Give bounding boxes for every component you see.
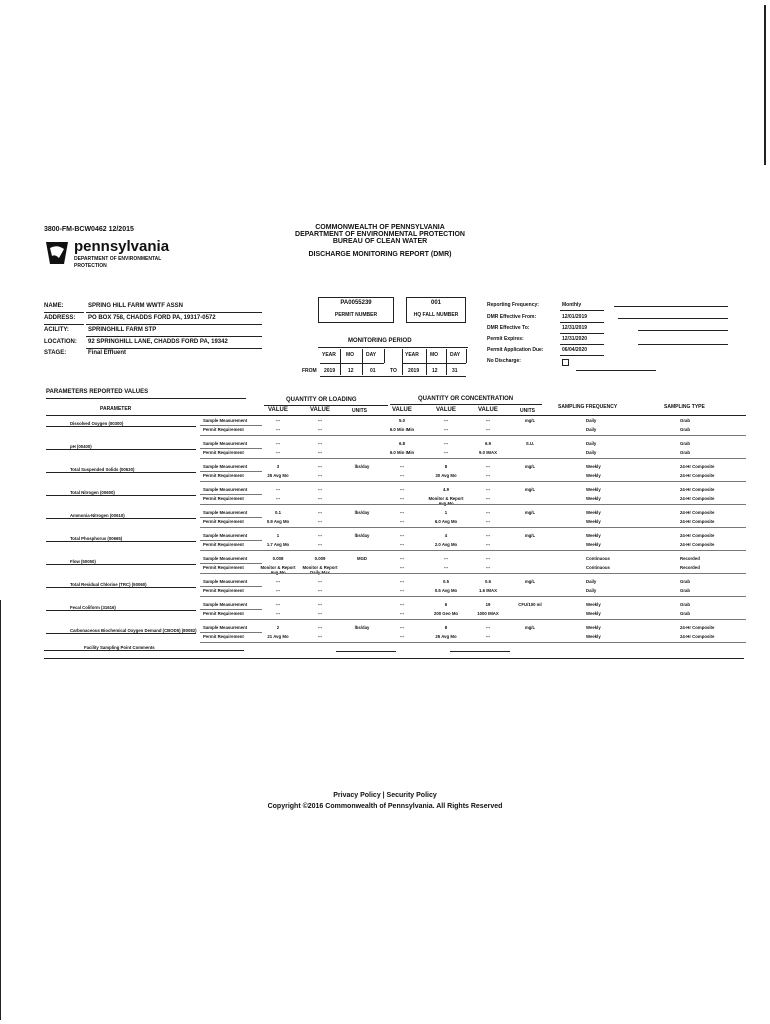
requirement-cell: --- <box>399 634 405 639</box>
reporting-label-no-discharge: No Discharge: <box>487 358 521 364</box>
to-year-head: YEAR <box>405 352 419 358</box>
requirement-cell: 0.9 Avg Mo <box>266 519 290 524</box>
requirement-cell: 9.0 IMAX <box>479 450 497 455</box>
measurement-cell: MGD <box>356 556 368 561</box>
requirement-cell: --- <box>317 450 323 455</box>
to-label: TO <box>390 368 397 374</box>
permit-number: PA0055239 <box>340 300 372 306</box>
measurement-cell: --- <box>399 533 405 538</box>
reporting-label-frequency: Reporting Frequency: <box>487 302 539 308</box>
measurement-cell: 4.9 <box>443 487 449 492</box>
requirement-cell: 1.7 Avg Mo <box>266 542 290 547</box>
requirement-cell: --- <box>317 496 323 501</box>
measurement-cell: mg/L <box>524 487 536 492</box>
measurement-cell: 0.5 <box>443 579 449 584</box>
requirement-cell: --- <box>399 542 405 547</box>
facility-label-name: NAME: <box>44 303 64 309</box>
col-head-conc-units: UNITS <box>520 408 535 414</box>
requirement-cell: Continuous <box>586 565 610 570</box>
measurement-cell: 6.9 <box>485 441 491 446</box>
facility-value-name: SPRING HILL FARM WWTF ASSN <box>88 303 183 309</box>
requirement-cell: --- <box>317 519 323 524</box>
requirement-cell: Monitor & Report Avg Mo <box>428 496 464 506</box>
permit-number-box <box>318 297 394 323</box>
requirement-cell: --- <box>317 588 323 593</box>
facility-label-location: LOCATION: <box>44 339 77 345</box>
to-day-head: DAY <box>450 352 461 358</box>
requirement-cell: 2.0 Avg Mo <box>434 542 458 547</box>
parameter-name: Flow (50050) <box>70 559 96 564</box>
concentration-title: QUANTITY OR CONCENTRATION <box>418 396 514 402</box>
requirement-cell: 30 Avg Mo <box>435 473 457 478</box>
requirement-cell: --- <box>485 473 491 478</box>
measurement-cell: --- <box>485 487 491 492</box>
measurement-cell: --- <box>317 487 323 492</box>
requirement-cell: 0.5 Avg Mo <box>434 588 458 593</box>
measurement-cell: 0.1 <box>275 510 281 515</box>
from-mo-head: MO <box>346 352 355 358</box>
sample-measurement-label: Sample Measurement <box>203 556 248 561</box>
measurement-cell: --- <box>485 533 491 538</box>
requirement-cell: Weekly <box>586 519 601 524</box>
measurement-cell: 24-Hr Composite <box>680 510 715 515</box>
requirement-cell: --- <box>275 611 281 616</box>
facility-value-location: 92 SPRINGHILL LANE, CHADDS FORD PA, 19342 <box>88 339 228 345</box>
facility-label-facility: ACILITY: <box>44 327 69 333</box>
requirement-cell: --- <box>443 427 449 432</box>
requirement-cell: 1000 IMAX <box>477 611 499 616</box>
col-head-sampling-type: SAMPLING TYPE <box>664 404 705 410</box>
measurement-cell: 19 <box>485 602 491 607</box>
sample-measurement-label: Sample Measurement <box>203 487 248 492</box>
report-title <box>270 224 490 258</box>
reporting-value-to: 12/31/2019 <box>562 325 588 331</box>
measurement-cell: Grab <box>680 441 691 446</box>
measurement-cell: mg/L <box>524 464 536 469</box>
measurement-cell: --- <box>317 602 323 607</box>
requirement-cell: Monitor & Report Daily Max <box>302 565 338 575</box>
parameter-name: Total Suspended Solids (00530) <box>70 467 135 472</box>
col-head-load-units: UNITS <box>352 408 367 414</box>
requirement-cell: --- <box>485 634 491 639</box>
from-day: 01 <box>370 368 376 374</box>
measurement-cell: --- <box>399 625 405 630</box>
requirement-cell: --- <box>317 634 323 639</box>
col-head-conc-value-3: VALUE <box>478 407 498 413</box>
facility-value-address: PO BOX 758, CHADDS FORD PA, 19317-0572 <box>88 315 216 321</box>
facility-label-address: ADDRESS: <box>44 315 76 321</box>
measurement-cell: 5.0 <box>399 418 405 423</box>
requirement-cell: --- <box>485 496 491 501</box>
requirement-cell: 6.0 Min IMin <box>389 450 415 455</box>
footer-links[interactable]: Privacy Policy | Security Policy <box>333 792 437 799</box>
requirement-cell: --- <box>399 611 405 616</box>
measurement-cell: Daily <box>586 441 597 446</box>
keystone-icon <box>44 240 70 266</box>
requirement-cell: --- <box>275 427 281 432</box>
title-line-1: COMMONWEALTH OF PENNSYLVANIA <box>315 224 445 231</box>
measurement-cell: 0.009 <box>314 556 326 561</box>
measurement-cell: --- <box>443 556 449 561</box>
measurement-cell: --- <box>317 533 323 538</box>
requirement-cell: --- <box>399 519 405 524</box>
requirement-cell: 24-Hr Composite <box>680 473 715 478</box>
measurement-cell: 24-Hr Composite <box>680 464 715 469</box>
from-year: 2019 <box>324 368 336 374</box>
sample-measurement-label: Sample Measurement <box>203 510 248 515</box>
measurement-cell: --- <box>317 441 323 446</box>
col-head-conc-value-2: VALUE <box>436 407 456 413</box>
parameter-name: Dissolved Oxygen (00300) <box>70 421 124 426</box>
scan-edge-right <box>764 5 766 165</box>
reporting-value-frequency: Monthly <box>562 302 582 308</box>
requirement-cell: Grab <box>680 427 691 432</box>
measurement-cell: Grab <box>680 418 691 423</box>
requirement-cell: --- <box>443 450 449 455</box>
measurement-cell: 24-Hr Composite <box>680 487 715 492</box>
requirement-cell: Weekly <box>586 634 601 639</box>
requirement-cell: 6.0 Avg Mo <box>434 519 458 524</box>
monitoring-period-label: MONITORING PERIOD <box>348 338 412 344</box>
requirement-cell: Weekly <box>586 611 601 616</box>
requirement-cell: --- <box>275 450 281 455</box>
requirement-cell: 24-Hr Composite <box>680 634 715 639</box>
permit-requirement-label: Permit Requirement <box>203 565 244 570</box>
sample-measurement-label: Sample Measurement <box>203 464 248 469</box>
sample-measurement-label: Sample Measurement <box>203 579 248 584</box>
measurement-cell: Weekly <box>586 533 601 538</box>
measurement-cell: --- <box>399 602 405 607</box>
requirement-cell: --- <box>275 496 281 501</box>
sample-measurement-label: Sample Measurement <box>203 602 248 607</box>
measurement-cell: --- <box>399 464 405 469</box>
requirement-cell: --- <box>317 427 323 432</box>
reporting-value-app-due: 06/04/2020 <box>562 347 588 353</box>
facility-value-facility: SPRINGHILL FARM STP <box>88 327 157 333</box>
measurement-cell: 2 <box>276 625 280 630</box>
measurement-cell: 8 <box>444 625 448 630</box>
measurement-cell: S.U. <box>525 441 535 446</box>
reporting-value-from: 12/01/2019 <box>562 314 588 320</box>
parameter-name: Carbonaceous Biochemical Oxygen Demand (CBOD5) (80082) <box>70 628 197 633</box>
permit-requirement-label: Permit Requirement <box>203 450 244 455</box>
measurement-cell: --- <box>275 441 281 446</box>
permit-requirement-label: Permit Requirement <box>203 519 244 524</box>
col-head-sampling-frequency: SAMPLING FREQUENCY <box>558 404 618 410</box>
measurement-cell: lbs/day <box>354 625 370 630</box>
measurement-cell: --- <box>275 487 281 492</box>
from-label: FROM <box>302 368 317 374</box>
measurement-cell: mg/L <box>524 533 536 538</box>
from-month: 12 <box>348 368 354 374</box>
footer-copyright: Copyright ©2016 Commonwealth of Pennsylvania. All Rights Reserved <box>267 803 503 810</box>
requirement-cell: --- <box>485 542 491 547</box>
requirement-cell: 200 Geo Mo <box>433 611 459 616</box>
to-year: 2019 <box>408 368 420 374</box>
measurement-cell: 24-Hr Composite <box>680 533 715 538</box>
requirement-cell: 24-Hr Composite <box>680 519 715 524</box>
measurement-cell: Grab <box>680 602 691 607</box>
measurement-cell: --- <box>275 418 281 423</box>
measurement-cell: Daily <box>586 418 597 423</box>
requirement-cell: Daily <box>586 588 597 593</box>
reporting-label-from: DMR Effective From: <box>487 314 537 320</box>
permit-requirement-label: Permit Requirement <box>203 473 244 478</box>
measurement-cell: --- <box>485 418 491 423</box>
sample-measurement-label: Sample Measurement <box>203 441 248 446</box>
permit-requirement-label: Permit Requirement <box>203 427 244 432</box>
pa-logo <box>44 238 194 272</box>
parameter-name: Total Residual Chlorine (TRC) (50060) <box>70 582 147 587</box>
requirement-cell: --- <box>399 565 405 570</box>
col-head-conc-value-1: VALUE <box>392 407 412 413</box>
from-day-head: DAY <box>366 352 377 358</box>
requirement-cell: Recorded <box>680 565 700 570</box>
title-line-3: BUREAU OF CLEAN WATER <box>332 238 428 245</box>
measurement-cell: --- <box>399 556 405 561</box>
measurement-cell: --- <box>443 418 449 423</box>
measurement-cell: 3 <box>276 464 280 469</box>
measurement-cell: --- <box>399 510 405 515</box>
form-number: 3800-FM-BCW0462 12/2015 <box>44 226 134 233</box>
parameter-name: Total Phosphorus (00665) <box>70 536 123 541</box>
to-mo-head: MO <box>430 352 439 358</box>
permit-requirement-label: Permit Requirement <box>203 588 244 593</box>
measurement-cell: --- <box>275 579 281 584</box>
measurement-cell: --- <box>317 418 323 423</box>
measurement-cell: 0.008 <box>272 556 284 561</box>
outfall-label: HQ FALL NUMBER <box>413 312 459 318</box>
sample-measurement-label: Sample Measurement <box>203 418 248 423</box>
measurement-cell: Continuous <box>586 556 610 561</box>
parameter-name: Fecal Coliform (31616) <box>70 605 116 610</box>
parameter-name: pH (00400) <box>70 444 92 449</box>
logo-word: pennsylvania <box>74 238 170 255</box>
measurement-cell: Weekly <box>586 602 601 607</box>
measurement-cell: --- <box>485 510 491 515</box>
measurement-cell: --- <box>317 464 323 469</box>
reporting-label-expires: Permit Expires: <box>487 336 524 342</box>
requirement-cell: Grab <box>680 450 691 455</box>
requirement-cell: Weekly <box>586 542 601 547</box>
title-line-2: DEPARTMENT OF ENVIRONMENTAL PROTECTION <box>295 231 465 238</box>
measurement-cell: 8 <box>444 464 448 469</box>
outfall-box <box>406 297 466 323</box>
measurement-cell: CFU/100 ml <box>518 602 542 607</box>
col-head-parameter: PARAMETER <box>100 406 132 412</box>
requirement-cell: Grab <box>680 611 691 616</box>
col-head-load-value-2: VALUE <box>310 407 330 413</box>
requirement-cell: Daily <box>586 427 597 432</box>
requirement-cell: 24-Hr Composite <box>680 496 715 501</box>
parameter-name: Ammonia-Nitrogen (00610) <box>70 513 125 518</box>
permit-label: PERMIT NUMBER <box>334 312 378 318</box>
requirement-cell: Weekly <box>586 473 601 478</box>
requirement-cell: --- <box>317 473 323 478</box>
measurement-cell: 6.8 <box>399 441 405 446</box>
measurement-cell: 24-Hr Composite <box>680 625 715 630</box>
permit-requirement-label: Permit Requirement <box>203 542 244 547</box>
to-day: 31 <box>452 368 458 374</box>
measurement-cell: mg/L <box>524 510 536 515</box>
requirement-cell: Monitor & Report Avg Mo <box>260 565 296 575</box>
logo-sub-2: PROTECTION <box>74 263 107 269</box>
col-head-load-value-1: VALUE <box>268 407 288 413</box>
measurement-cell: Grab <box>680 579 691 584</box>
requirement-cell: --- <box>485 565 491 570</box>
requirement-cell: Grab <box>680 588 691 593</box>
measurement-cell: mg/L <box>524 418 536 423</box>
requirement-cell: --- <box>485 427 491 432</box>
from-year-head: YEAR <box>322 352 336 358</box>
scan-edge-left <box>0 600 1 1020</box>
requirement-cell: --- <box>399 588 405 593</box>
title-line-4: DISCHARGE MONITORING REPORT (DMR) <box>308 251 452 258</box>
measurement-cell: --- <box>485 556 491 561</box>
measurement-cell: 0.6 <box>485 579 491 584</box>
parameters-section-title: PARAMETERS REPORTED VALUES <box>46 389 149 395</box>
reporting-label-app-due: Permit Application Due: <box>487 347 544 353</box>
to-month: 12 <box>432 368 438 374</box>
measurement-cell: Weekly <box>586 464 601 469</box>
facility-value-stage: Final Effluent <box>88 350 126 356</box>
requirement-cell: 25 Avg Mo <box>435 634 457 639</box>
requirement-cell: --- <box>399 496 405 501</box>
measurement-cell: --- <box>399 579 405 584</box>
requirement-cell: 21 Avg Mo <box>267 634 289 639</box>
requirement-cell: --- <box>485 519 491 524</box>
requirement-cell: --- <box>443 565 449 570</box>
requirement-cell: 1.6 IMAX <box>479 588 497 593</box>
measurement-cell: Weekly <box>586 625 601 630</box>
requirement-cell: --- <box>275 588 281 593</box>
reporting-value-expires: 12/31/2020 <box>562 336 588 342</box>
measurement-cell: mg/L <box>524 579 536 584</box>
sample-measurement-label: Sample Measurement <box>203 533 248 538</box>
measurement-cell: 4 <box>444 533 448 538</box>
requirement-cell: 6.0 Min IMin <box>389 427 415 432</box>
permit-requirement-label: Permit Requirement <box>203 496 244 501</box>
requirement-cell: --- <box>317 542 323 547</box>
parameter-name: Total Nitrogen (00600) <box>70 490 115 495</box>
measurement-cell: --- <box>485 464 491 469</box>
measurement-cell: 1 <box>444 510 448 515</box>
measurement-cell: lbs/day <box>354 533 370 538</box>
measurement-cell: 6 <box>444 602 448 607</box>
requirement-cell: 24-Hr Composite <box>680 542 715 547</box>
loading-title: QUANTITY OR LOADING <box>286 397 357 403</box>
measurement-cell: lbs/day <box>354 510 370 515</box>
requirement-cell: Daily <box>586 450 597 455</box>
facility-sampling-comments-label: Facility Sampling Point Comments <box>84 645 155 650</box>
measurement-cell: --- <box>317 625 323 630</box>
measurement-cell: --- <box>275 602 281 607</box>
permit-requirement-label: Permit Requirement <box>203 634 244 639</box>
measurement-cell: --- <box>485 625 491 630</box>
measurement-cell: --- <box>317 579 323 584</box>
requirement-cell: --- <box>399 473 405 478</box>
measurement-cell: Weekly <box>586 487 601 492</box>
outfall-number: 001 <box>430 300 441 306</box>
measurement-cell: --- <box>317 510 323 515</box>
measurement-cell: --- <box>443 441 449 446</box>
no-discharge-checkbox[interactable] <box>562 359 569 366</box>
requirement-cell: --- <box>317 611 323 616</box>
measurement-cell: mg/L <box>524 625 536 630</box>
requirement-cell: 25 Avg Mo <box>267 473 289 478</box>
reporting-label-to: DMR Effective To: <box>487 325 530 331</box>
measurement-cell: Daily <box>586 579 597 584</box>
sample-measurement-label: Sample Measurement <box>203 625 248 630</box>
facility-label-stage: STAGE: <box>44 350 67 356</box>
measurement-cell: Recorded <box>680 556 700 561</box>
measurement-cell: lbs/day <box>354 464 370 469</box>
measurement-cell: Weekly <box>586 510 601 515</box>
measurement-cell: --- <box>399 487 405 492</box>
permit-requirement-label: Permit Requirement <box>203 611 244 616</box>
logo-sub-1: DEPARTMENT OF ENVIRONMENTAL <box>74 256 162 262</box>
measurement-cell: 1 <box>276 533 280 538</box>
requirement-cell: Weekly <box>586 496 601 501</box>
